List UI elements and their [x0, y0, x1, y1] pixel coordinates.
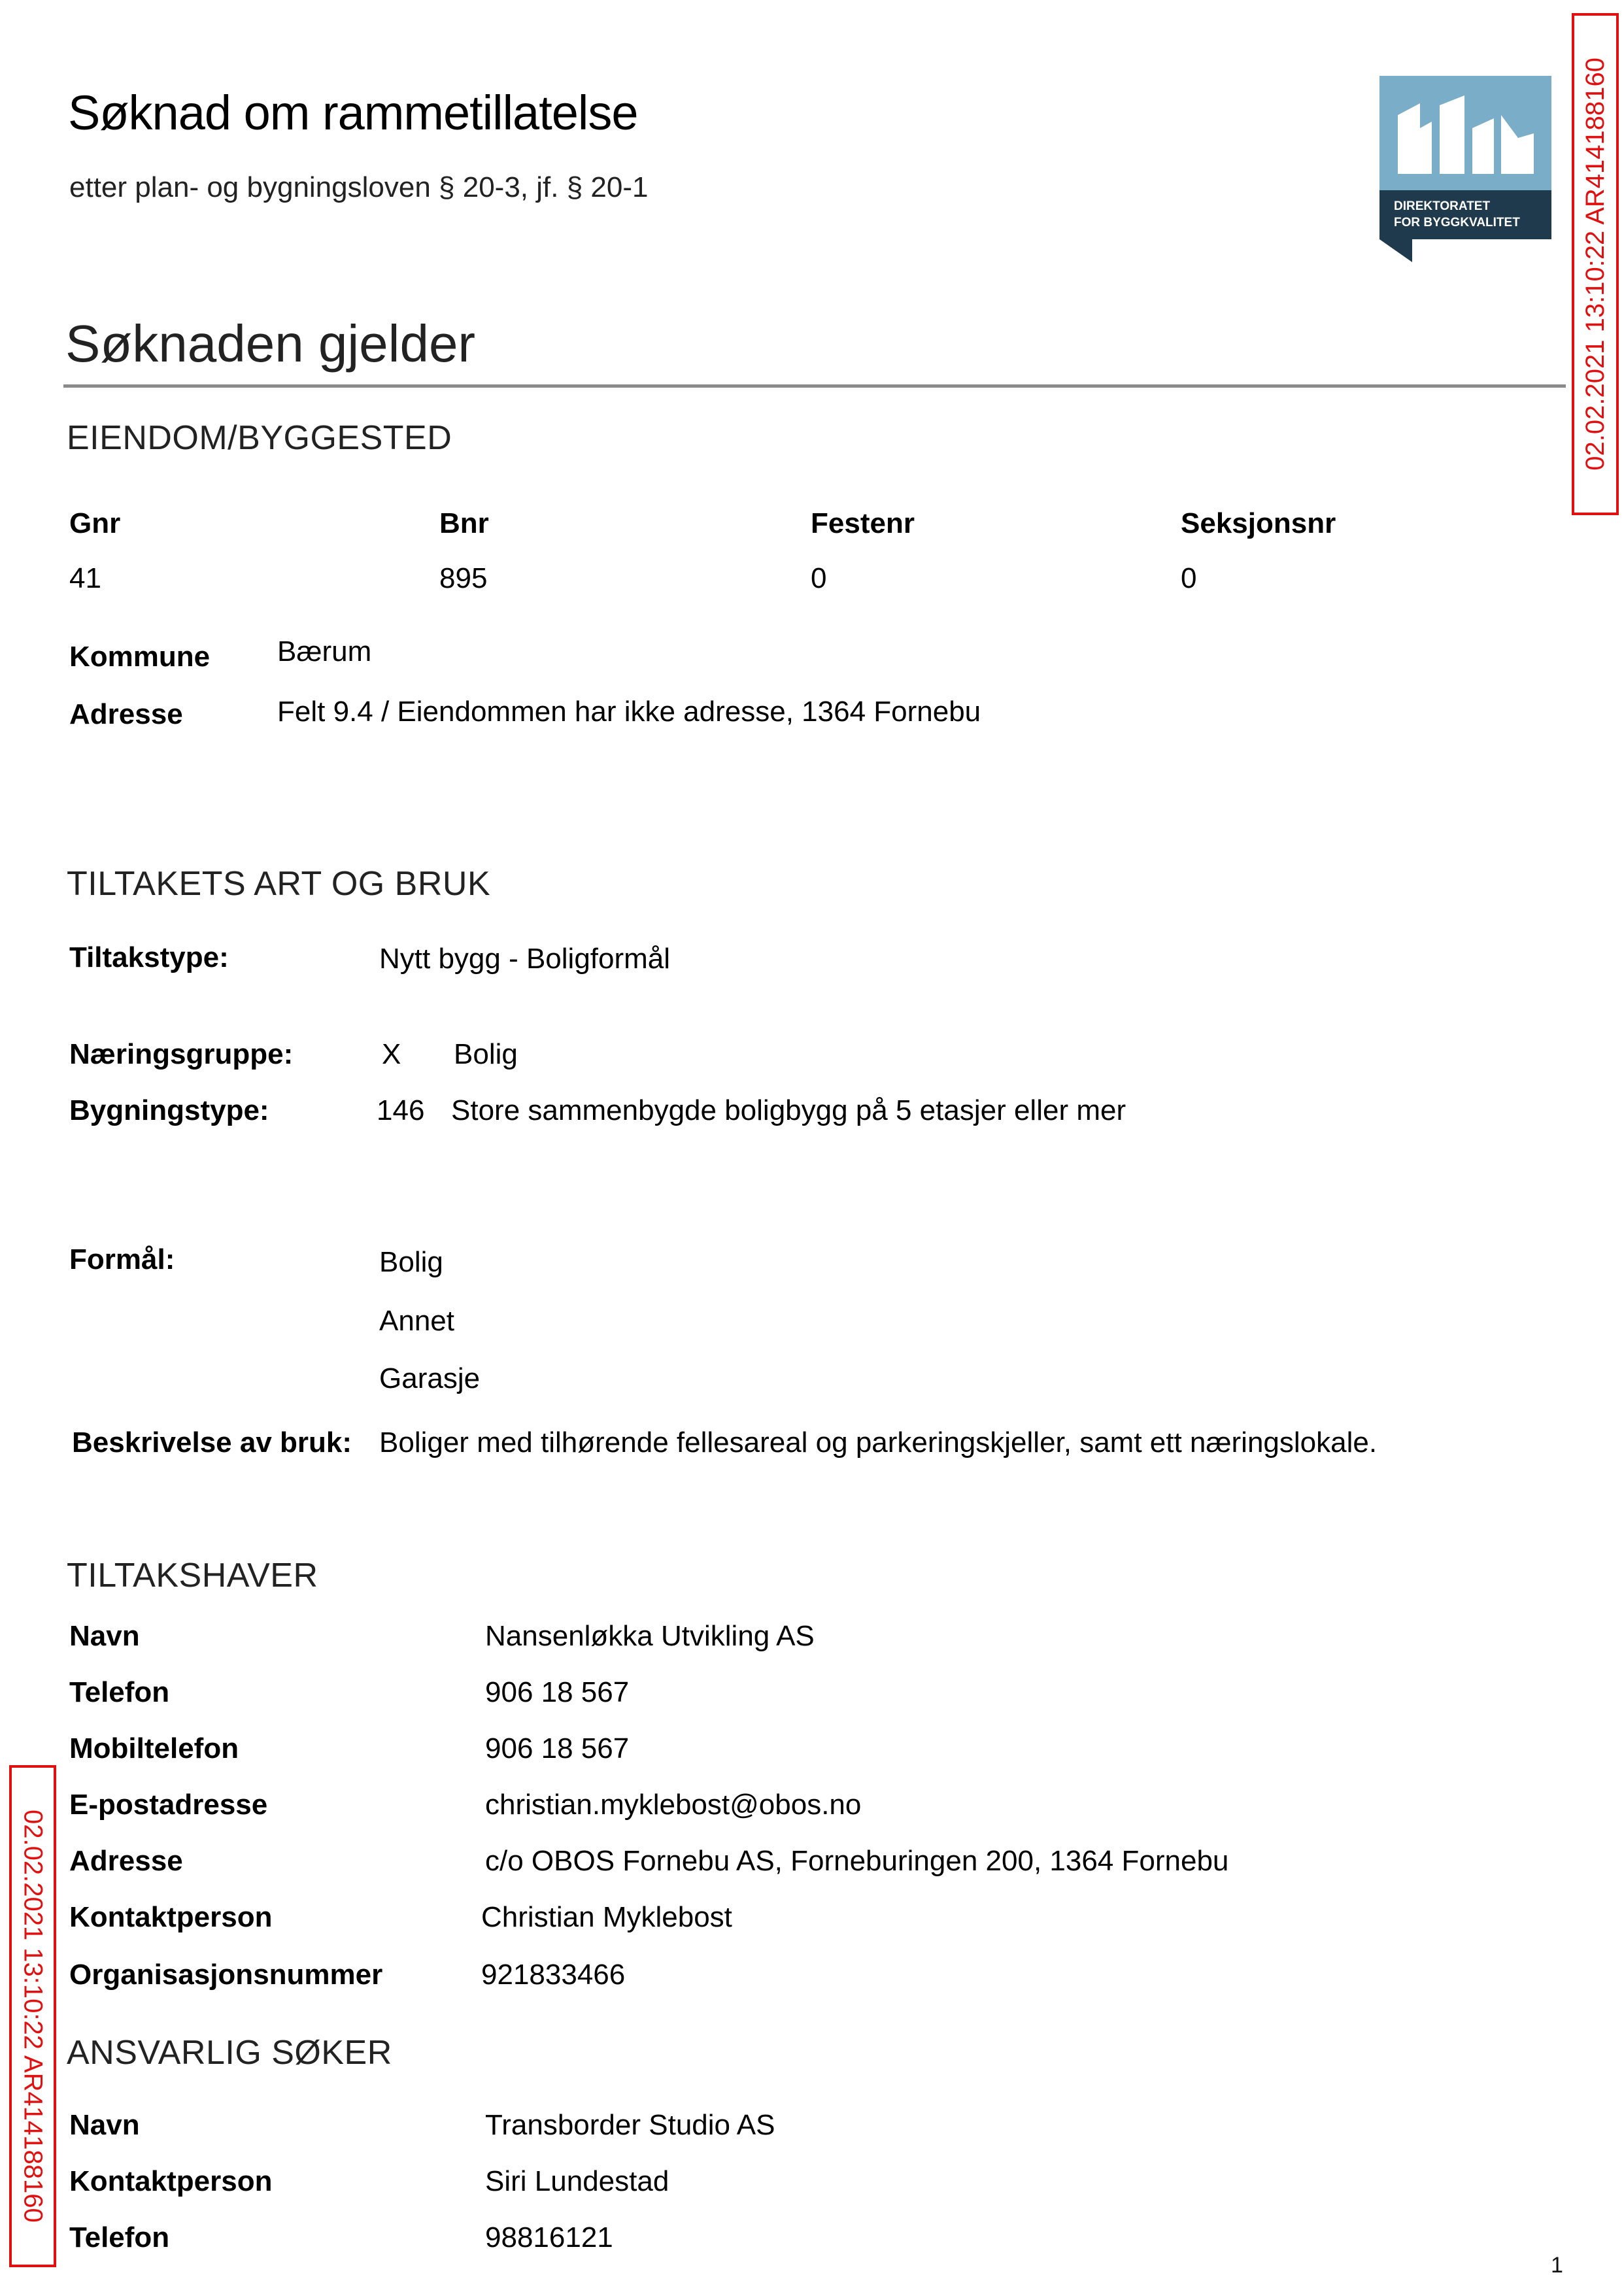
naeringsgruppe-value: Bolig [454, 1038, 518, 1070]
formal-label: Formål: [69, 1243, 175, 1275]
as-telefon-value: 98816121 [485, 2221, 613, 2253]
formal-value-1: Bolig [379, 1246, 443, 1278]
as-kontaktperson-value: Siri Lundestad [485, 2165, 669, 2197]
dibk-logo [1379, 76, 1551, 262]
timestamp-stamp-top [1572, 13, 1619, 515]
document-subtitle: etter plan- og bygningsloven § 20-3, jf. § 20-1 [69, 171, 649, 203]
bnr-value: 895 [439, 562, 488, 594]
beskrivelse-label: Beskrivelse av bruk: [72, 1426, 352, 1459]
section-heading-tiltak: TILTAKETS ART OG BRUK [67, 865, 491, 903]
th-adresse-value: c/o OBOS Fornebu AS, Forneburingen 200, 1364 Fornebu [485, 1845, 1229, 1877]
gnr-value: 41 [69, 562, 101, 594]
main-heading: Søknaden gjelder [65, 314, 476, 373]
th-mobil-value: 906 18 567 [485, 1732, 630, 1764]
logo-text-2: FOR BYGGKVALITET [1394, 216, 1520, 229]
adresse-label: Adresse [69, 698, 183, 730]
th-adresse-label: Adresse [69, 1845, 183, 1877]
section-heading-tiltakshaver: TILTAKSHAVER [67, 1557, 318, 1594]
th-kontaktperson-label: Kontaktperson [69, 1901, 273, 1933]
dibk-logo-graphic [1379, 76, 1551, 262]
th-navn-label: Navn [69, 1620, 140, 1652]
th-orgnr-value: 921833466 [481, 1959, 626, 1991]
th-epost-value: christian.myklebost@obos.no [485, 1789, 862, 1821]
formal-value-3: Garasje [379, 1362, 481, 1394]
th-epost-label: E-postadresse [69, 1789, 268, 1821]
naeringsgruppe-code: X [382, 1038, 401, 1070]
festenr-label: Festenr [811, 507, 915, 539]
as-navn-value: Transborder Studio AS [485, 2109, 775, 2141]
page-number: 1 [1551, 2253, 1563, 2278]
seksjonsnr-label: Seksjonsnr [1181, 507, 1336, 539]
naeringsgruppe-label: Næringsgruppe: [69, 1038, 294, 1070]
seksjonsnr-value: 0 [1181, 562, 1197, 594]
gnr-label: Gnr [69, 507, 121, 539]
th-orgnr-label: Organisasjonsnummer [69, 1959, 383, 1991]
th-mobil-label: Mobiltelefon [69, 1732, 239, 1764]
bygningstype-value: Store sammenbygde boligbygg på 5 etasjer eller mer [451, 1094, 1126, 1126]
document-title: Søknad om rammetillatelse [68, 86, 638, 140]
section-heading-eiendom: EIENDOM/BYGGESTED [67, 419, 452, 457]
stamp-text: 02.02.2021 13:10:22 AR414188160 [1580, 58, 1610, 471]
beskrivelse-value: Boliger med tilhørende fellesareal og parkeringskjeller, samt ett næringslokale. [379, 1426, 1378, 1459]
adresse-value: Felt 9.4 / Eiendommen har ikke adresse, 1364 Fornebu [277, 696, 981, 728]
logo-text-1: DIREKTORATET [1394, 199, 1491, 213]
bygningstype-label: Bygningstype: [69, 1094, 269, 1126]
formal-value-2: Annet [379, 1305, 454, 1337]
th-navn-value: Nansenløkka Utvikling AS [485, 1620, 815, 1652]
as-navn-label: Navn [69, 2109, 140, 2141]
stamp-text: 02.02.2021 13:10:22 AR414188160 [18, 1810, 48, 2223]
as-telefon-label: Telefon [69, 2221, 170, 2253]
bygningstype-code: 146 [377, 1094, 425, 1126]
section-heading-ansvarlig-soker: ANSVARLIG SØKER [67, 2034, 392, 2072]
th-telefon-label: Telefon [69, 1676, 170, 1708]
tiltakstype-label: Tiltakstype: [69, 941, 229, 973]
kommune-label: Kommune [69, 641, 211, 673]
tiltakstype-value: Nytt bygg - Boligformål [379, 943, 671, 975]
bnr-label: Bnr [439, 507, 489, 539]
timestamp-stamp-left [9, 1765, 56, 2267]
th-telefon-value: 906 18 567 [485, 1676, 630, 1708]
as-kontaktperson-label: Kontaktperson [69, 2165, 273, 2197]
th-kontaktperson-value: Christian Myklebost [481, 1901, 732, 1933]
heading-rule [63, 384, 1566, 388]
festenr-value: 0 [811, 562, 827, 594]
kommune-value: Bærum [277, 635, 372, 667]
